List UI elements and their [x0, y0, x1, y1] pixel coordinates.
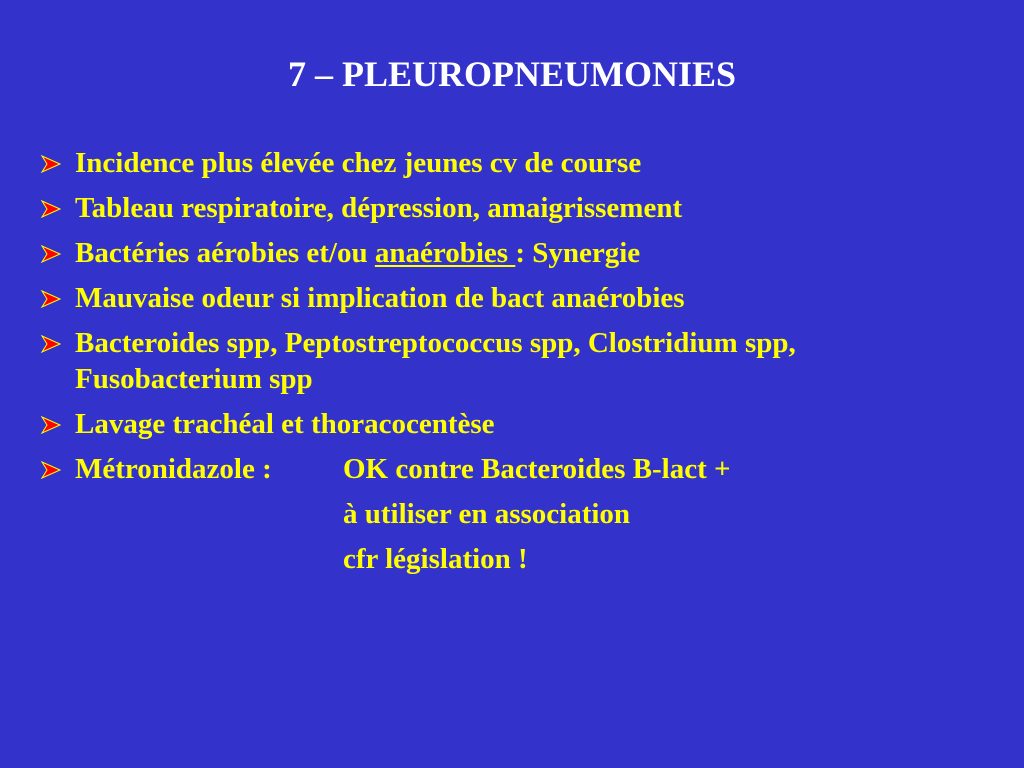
bullet-text-underlined: anaérobies — [374, 237, 516, 269]
bullet-item — [38, 235, 998, 271]
continuation-line: cfr législation ! — [343, 543, 528, 575]
bullet-text-line1: Bacteroides spp, Peptostreptococcus spp, Clostridium spp, — [75, 327, 796, 359]
bullet-label: Métronidazole : — [75, 453, 272, 485]
bullet-item — [38, 280, 998, 316]
bullet-item — [38, 406, 998, 442]
arrow-bullet-icon — [40, 415, 62, 435]
bullet-text-before: Bactéries aérobies et/ou — [75, 237, 375, 269]
bullet-text-line2: Fusobacterium spp — [75, 363, 313, 395]
bullet-item — [38, 145, 998, 181]
bullet-text: Incidence plus élevée chez jeunes cv de course — [75, 147, 642, 179]
bullet-text: Lavage trachéal et thoracocentèse — [75, 408, 495, 440]
bullet-text: Mauvaise odeur si implication de bact anaérobies — [75, 282, 685, 314]
arrow-bullet-icon — [40, 244, 62, 264]
arrow-bullet-icon — [40, 289, 62, 309]
continuation-line: à utiliser en association — [343, 498, 631, 530]
bullet-item — [38, 451, 998, 487]
bullet-item — [38, 325, 998, 397]
bullet-item — [38, 190, 998, 226]
bullet-text-after: : Synergie — [515, 237, 641, 269]
arrow-bullet-icon — [40, 334, 62, 354]
bullet-text: Tableau respiratoire, dépression, amaigrissement — [75, 192, 683, 224]
slide-title: 7 – PLEUROPNEUMONIES — [287, 54, 737, 94]
bullet-value: OK contre Bacteroides B-lact + — [343, 453, 731, 485]
bullet-list — [38, 145, 998, 586]
arrow-bullet-icon — [40, 460, 62, 480]
arrow-bullet-icon — [40, 199, 62, 219]
arrow-bullet-icon — [40, 154, 62, 174]
